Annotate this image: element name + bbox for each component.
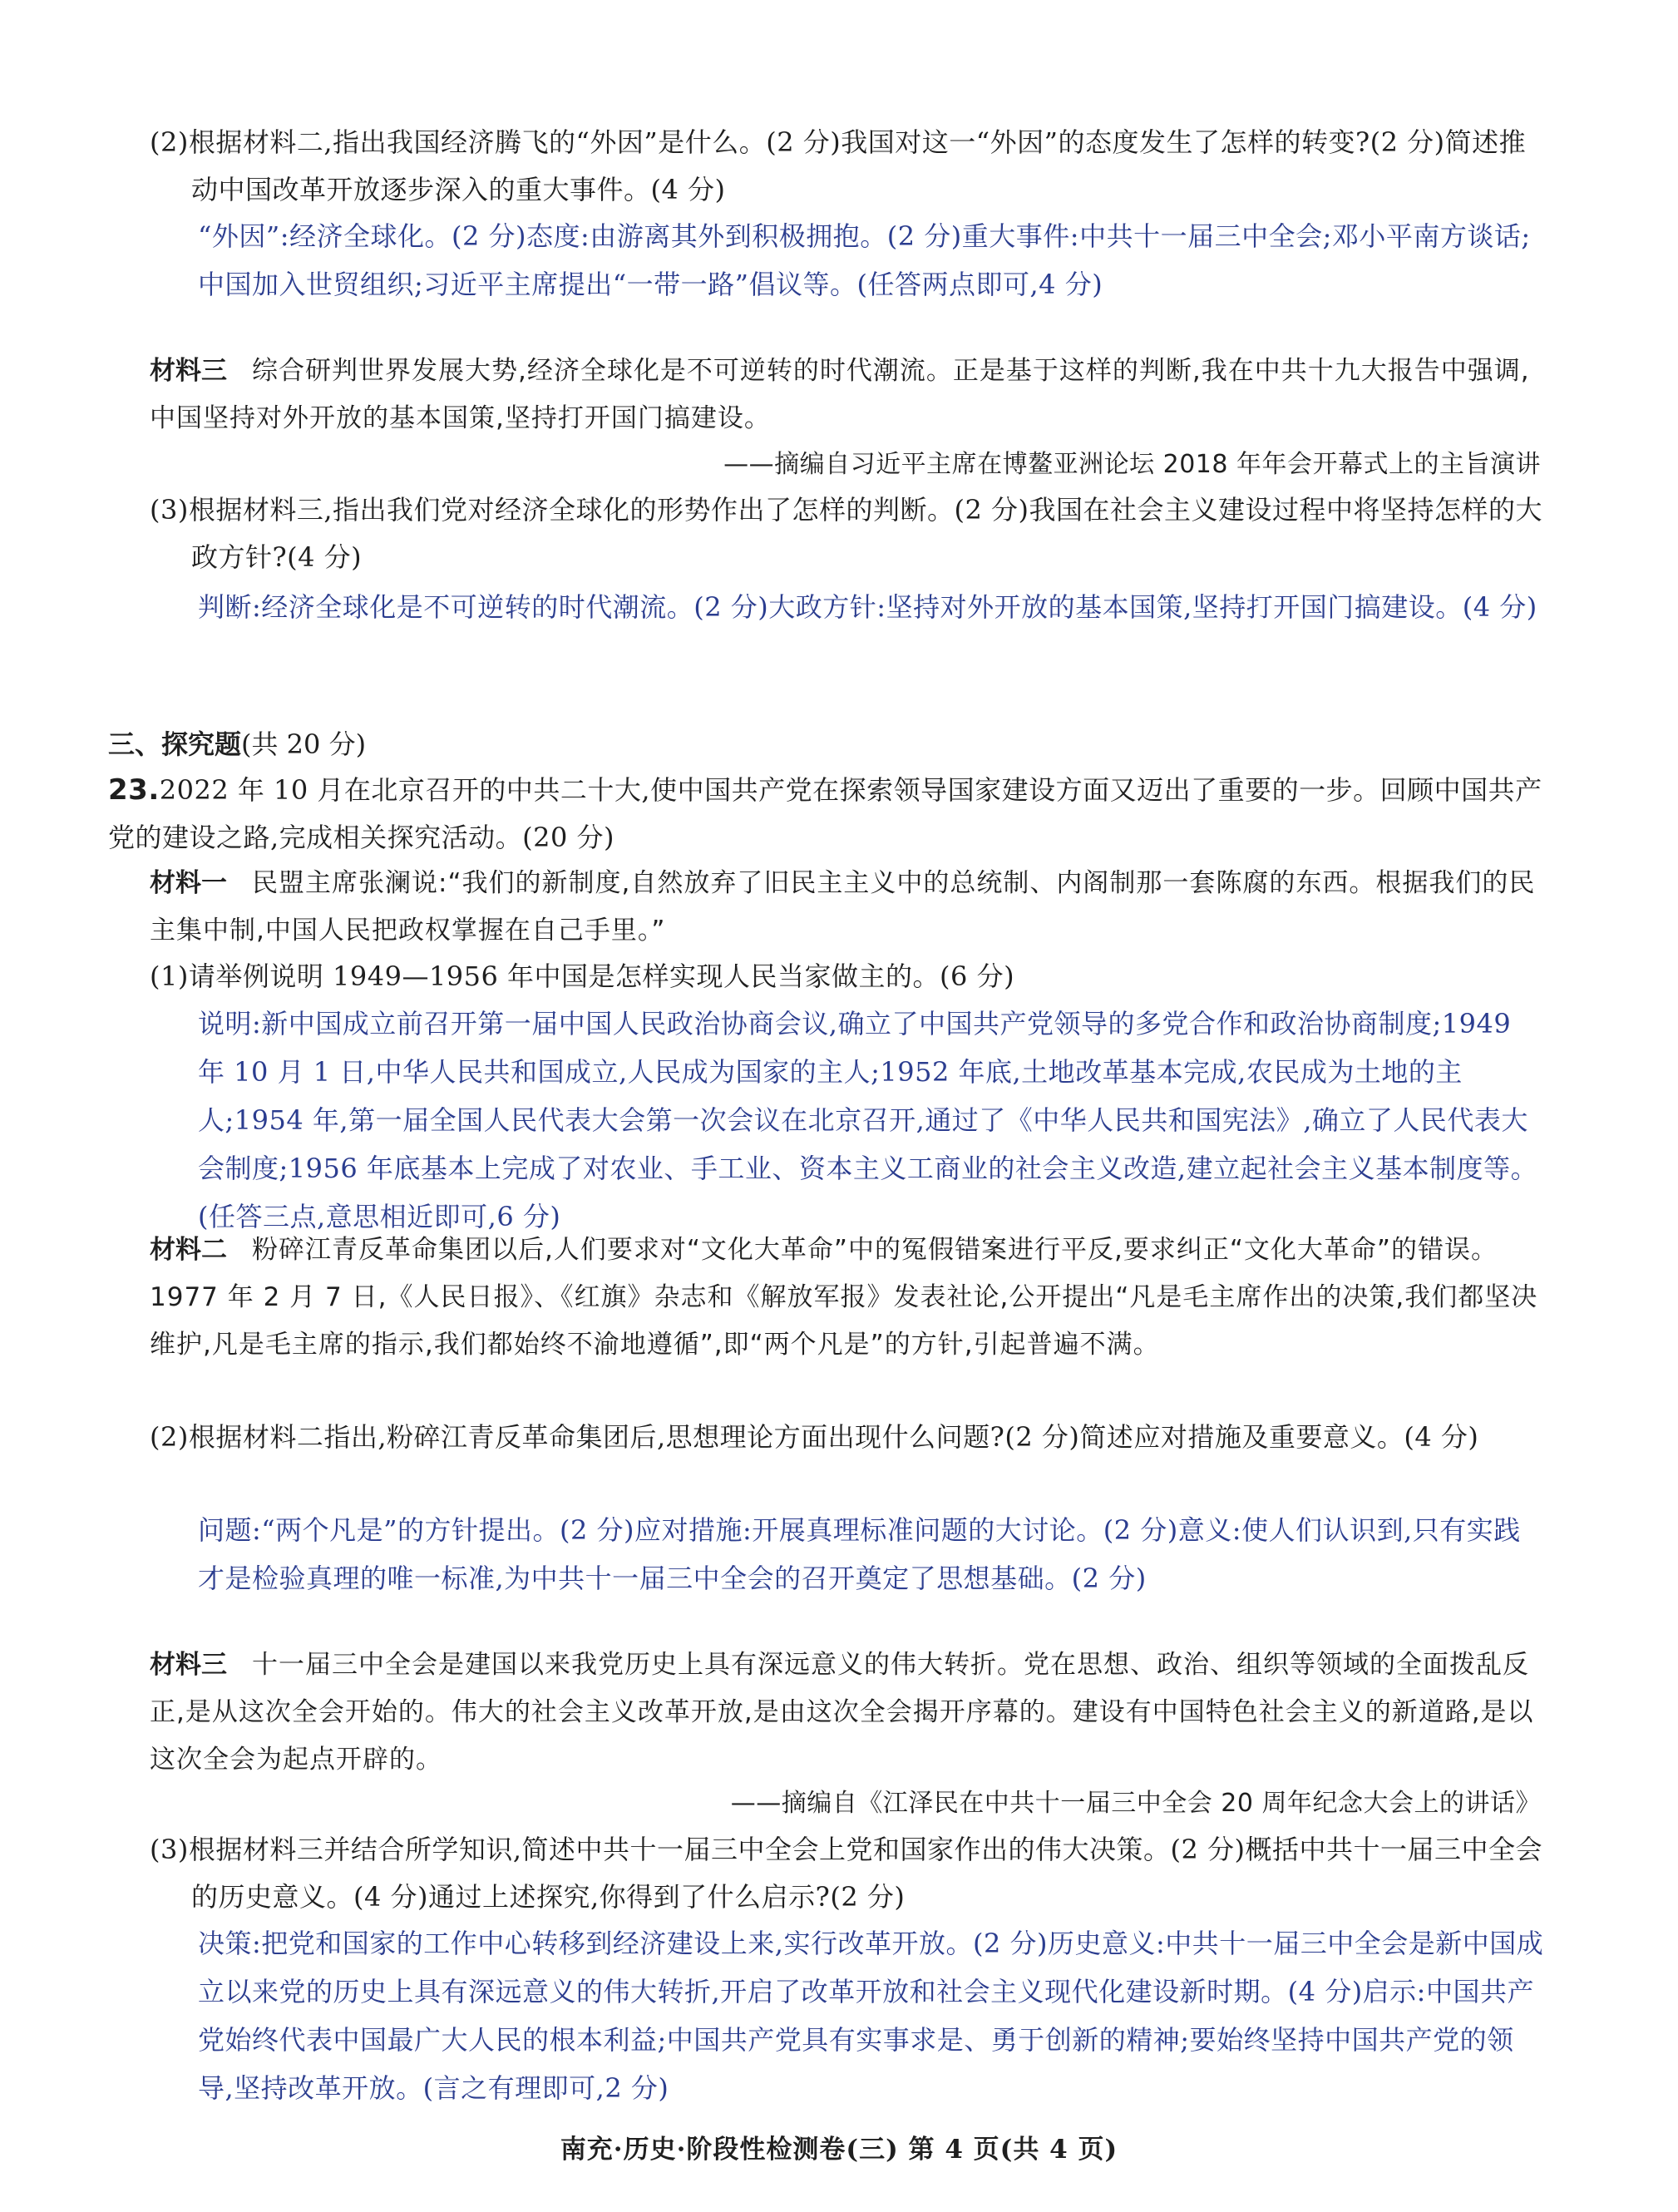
q23-material3 <box>150 1642 1542 1784</box>
q23-part1-answer: 说明:新中国成立前召开第一届中国人民政治协商会议,确立了中国共产党领导的多党合作和政治协商制度;1949 年 10 月 1 日,中华人民共和国成立,人民成为国家的主人;1952 年底,土地改革基本完成,农民成为土地的主人;1954 年,第一届全国人民代表大会第一次会议在北京召开,通过了《中华人民共和国宪法》,确立了人民代表大会制度;1956 年底基本上完成了对农业、手工业、资本主义工商业的社会主义改造,建立起社会主义基本制度等。(任答三点,意思相近即可,6 分) <box>198 1008 1538 1232</box>
section-score: (共 20 分) <box>241 728 367 760</box>
material-text: 粉碎江青反革命集团以后,人们要求对“文化大革命”中的冤假错案进行平反,要求纠正“文化大革命”的错误。1977 年 2 月 7 日,《人民日报》、《红旗》杂志和《解放军报》发表社论,公开提出“凡是毛主席作出的决策,我们都坚决维护,凡是毛主席的指示,我们都始终不渝地遵循”,即“两个凡是”的方针,引起普遍不满。 <box>150 1235 1538 1360</box>
question-number: 23. <box>108 773 160 807</box>
q23-material1 <box>150 860 1542 955</box>
material-label: 材料二 <box>150 1235 227 1265</box>
material-label: 材料三 <box>150 1650 227 1680</box>
q22-part2-question: (2)根据材料二,指出我国经济腾飞的“外因”是什么。(2 分)我国对这一“外因”的态度发生了怎样的转变?(2 分)简述推动中国改革开放逐步深入的重大事件。(4 分) <box>150 126 1527 205</box>
page-footer: 南充·历史·阶段性检测卷(三) 第 4 页(共 4 页) <box>560 2135 1118 2165</box>
q23-part2-answer: 问题:“两个凡是”的方针提出。(2 分)应对措施:开展真理标准问题的大讨论。(2 分)意义:使人们认识到,只有实践才是检验真理的唯一标准,为中共十一届三中全会的召开奠定了思想基础。(2 分) <box>198 1514 1521 1594</box>
q23-part2-question: (2)根据材料二指出,粉碎江青反革命集团后,思想理论方面出现什么问题?(2 分)简述应对措施及重要意义。(4 分) <box>150 1421 1479 1453</box>
material-text: 民盟主席张澜说:“我们的新制度,自然放弃了旧民主主义中的总统制、内阁制那一套陈腐的东西。根据我们的民主集中制,中国人民把政权掌握在自己手里。” <box>150 868 1536 946</box>
q22-material3-source: ——摘编自习近平主席在博鳌亚洲论坛 2018 年年会开幕式上的主旨演讲 <box>723 450 1541 479</box>
material-text: 综合研判世界发展大势,经济全球化是不可逆转的时代潮流。正是基于这样的判断,我在中共十九大报告中强调,中国坚持对外开放的基本国策,坚持打开国门搞建设。 <box>150 356 1530 433</box>
section-heading <box>108 723 366 765</box>
q23-stem <box>108 767 1542 862</box>
q23-part1-question: (1)请举例说明 1949—1956 年中国是怎样实现人民当家做主的。(6 分) <box>150 960 1015 992</box>
q23-part3-answer: 决策:把党和国家的工作中心转移到经济建设上来,实行改革开放。(2 分)历史意义:中共十一届三中全会是新中国成立以来党的历史上具有深远意义的伟大转折,开启了改革开放和社会主义现代化建设新时期。(4 分)启示:中国共产党始终代表中国最广大人民的根本利益;中国共产党具有实事求是、勇于创新的精神;要始终坚持中国共产党的领导,坚持改革开放。(言之有理即可,2 分) <box>198 1928 1544 2104</box>
section-title: 三、探究题 <box>108 728 242 760</box>
q23-part3-question: (3)根据材料三并结合所学知识,简述中共十一届三中全会上党和国家作出的伟大决策。(2 分)概括中共十一届三中全会的历史意义。(4 分)通过上述探究,你得到了什么启示?(2 分) <box>150 1834 1543 1913</box>
q23-material2 <box>150 1227 1542 1369</box>
q22-part3-answer: 判断:经济全球化是不可逆转的时代潮流。(2 分)大政方针:坚持对外开放的基本国策,坚持打开国门搞建设。(4 分) <box>198 591 1537 623</box>
question-stem: 2022 年 10 月在北京召开的中共二十大,使中国共产党在探索领导国家建设方面又迈出了重要的一步。回顾中国共产党的建设之路,完成相关探究活动。(20 分) <box>108 774 1542 853</box>
q22-part3-question: (3)根据材料三,指出我们党对经济全球化的形势作出了怎样的判断。(2 分)我国在社会主义建设过程中将坚持怎样的大政方针?(4 分) <box>150 494 1543 573</box>
material-label: 材料三 <box>150 356 227 386</box>
material-label: 材料一 <box>150 868 227 898</box>
q22-part2-answer: “外因”:经济全球化。(2 分)态度:由游离其外到积极拥抱。(2 分)重大事件:中共十一届三中全会;邓小平南方谈话;中国加入世贸组织;习近平主席提出“一带一路”倡议等。(任答两点即可,4 分) <box>198 220 1531 300</box>
material-text: 十一届三中全会是建国以来我党历史上具有深远意义的伟大转折。党在思想、政治、组织等领域的全面拨乱反正,是从这次全会开始的。伟大的社会主义改革开放,是由这次全会揭开序幕的。建设有中国特色社会主义的新道路,是以这次全会为起点开辟的。 <box>150 1650 1534 1775</box>
q23-material3-source: ——摘编自《江泽民在中共十一届三中全会 20 周年纪念大会上的讲话》 <box>730 1789 1541 1818</box>
q22-material3 <box>150 348 1542 442</box>
